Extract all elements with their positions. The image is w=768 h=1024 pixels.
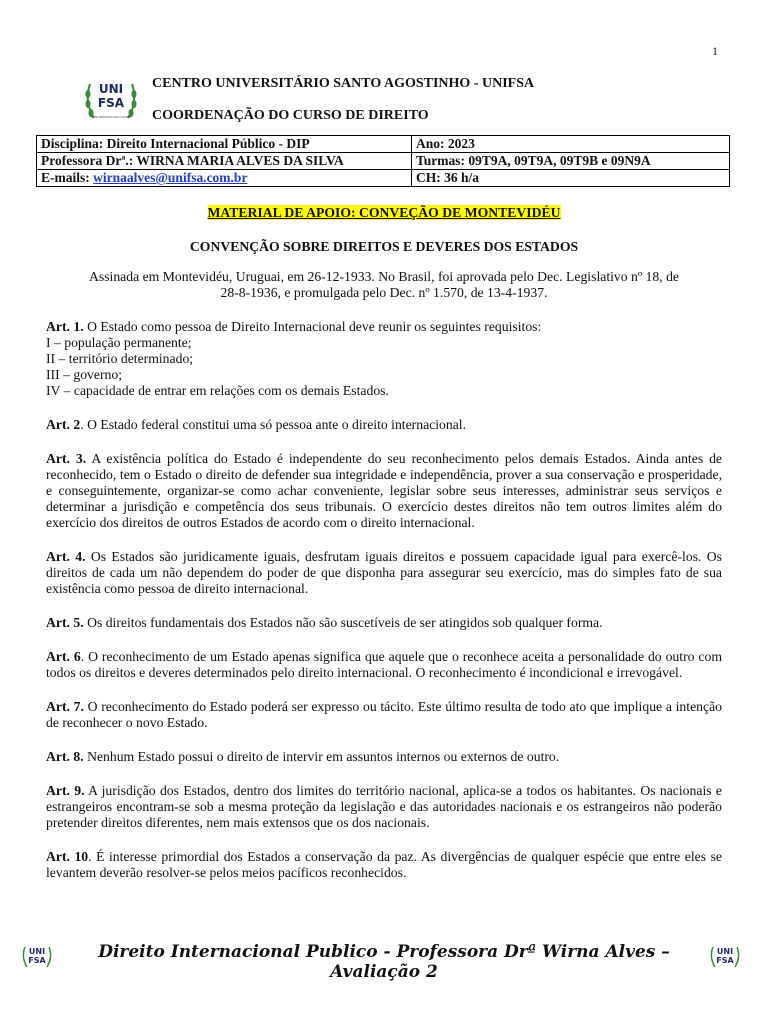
email-link[interactable]: wirnaalves@unifsa.com.br [93,170,248,185]
emails-cell [37,170,412,187]
article-1 [46,319,722,399]
material-title-text: MATERIAL DE APOIO: CONVEÇÃO DE MONTEVIDÉU [207,205,561,220]
signing-note [46,269,722,301]
article-label: Art. 9. [46,783,85,798]
article-text: Os Estados são juridicamente iguais, desfrutam iguais direitos e possuem capacidade igual para exercê-los. Os direitos de cada um não dependem do poder de que disponha para assegurar seu exercício, mas do simples fato de sua existência como pessoa de direito internacional. [46,549,722,596]
coordination-name: COORDENAÇÃO DO CURSO DE DIREITO [152,108,429,123]
article-text: O reconhecimento do Estado poderá ser expresso ou tácito. Este último resulta de todo ato que implique a intenção de reconhecer o novo Estado. [46,699,722,730]
page-footer [20,940,748,982]
article-label: Art. 1. [46,319,84,334]
article-text: O Estado como pessoa de Direito Internacional deve reunir os seguintes requisitos: [83,319,542,334]
article-label: Art. 10 [46,849,89,864]
logo-text-bottom: FSA [97,96,125,110]
professor-label: Professora Drª. [41,153,129,168]
convention-title: CONVENÇÃO SOBRE DIREITOS E DEVERES DOS ESTADOS [189,239,579,254]
discipline-value: : Direito Internacional Público - DIP [98,136,310,151]
article-3 [46,451,722,531]
list-item: III – governo; [46,367,123,382]
article-7 [46,699,722,731]
discipline-cell [37,136,412,153]
year-cell: Ano: 2023 [412,136,730,153]
logo-text-top: UNI [98,82,124,96]
logo-text-top: UNI [716,947,734,956]
article-10 [46,849,722,881]
list-item: IV – capacidade de entrar em relações com os demais Estados. [46,383,389,398]
article-text: . O Estado federal constitui uma só pessoa ante o direito internacional. [80,417,467,432]
unifsa-logo [82,76,159,128]
list-item: II – território determinado; [46,351,194,366]
article-text: . O reconhecimento de um Estado apenas significa que aquele que o reconhece aceita a personalidade do outro com todos os direitos e deveres determinados pelo direito internacional. O reconhecimento é incondicional e irrevogável. [46,649,722,680]
article-2 [46,417,722,433]
article-text: . É interesse primordial dos Estados a conservação da paz. As divergências de qualquer espécie que entre eles se levantem deverão resolver-se pelos meios pacíficos reconhecidos. [46,849,722,880]
unifsa-logo [20,942,54,972]
article-label: Art. 2 [46,417,81,432]
document-header [82,72,728,130]
logo-caption: CENTRO UNIVERSITÁRIO SANTO AGOSTINHO [91,115,159,119]
unifsa-logo [708,942,742,972]
signing-note-line: Assinada em Montevidéu, Uruguai, em 26-12-1933. No Brasil, foi aprovada pelo Dec. Legislativo nº 18, de [88,269,679,284]
article-4 [46,549,722,597]
article-label: Art. 3. [46,451,87,466]
article-label: Art. 7. [46,699,84,714]
material-title [46,205,722,221]
logo-text-bottom: FSA [716,956,734,965]
article-label: Art. 6 [46,649,81,664]
logo-text-bottom: FSA [28,956,46,965]
article-6 [46,649,722,681]
article-label: Art. 8. [46,749,84,764]
course-info-table [36,135,730,187]
article-9 [46,783,722,831]
footer-text: Direito Internacional Publico - Professora Drª Wirna Alves – Avaliação 2 [98,942,670,982]
article-text: A jurisdição dos Estados, dentro dos limites do território nacional, aplica-se a todos os habitantes. Os nacionais e estrangeiros encontram-se sob a mesma proteção da legislação e das autoridades nacionais e os estrangeiros não poderão pretender direitos diferentes, nem mais extensos que os dos nacionais. [46,783,722,830]
list-item: I – população permanente; [46,335,192,350]
table-row [37,170,730,187]
article-label: Art. 5. [46,615,84,630]
professor-value: : WIRNA MARIA ALVES DA SILVA [128,153,344,168]
article-8 [46,749,722,765]
institution-name: CENTRO UNIVERSITÁRIO SANTO AGOSTINHO - UNIFSA [152,76,535,91]
classes-cell: Turmas: 09T9A, 09T9A, 09T9B e 09N9A [412,153,730,170]
document-body [46,205,722,881]
article-text: Os direitos fundamentais dos Estados não são suscetíveis de ser atingidos sob qualquer forma. [83,615,603,630]
article-text: Nenhum Estado possui o direito de intervir em assuntos internos ou externos de outro. [83,749,560,764]
professor-cell [37,153,412,170]
table-row [37,153,730,170]
article-5 [46,615,722,631]
emails-label: E-mails: [41,170,90,185]
page-number: 1 [712,44,718,58]
discipline-label: Disciplina [41,136,99,151]
logo-text-top: UNI [28,947,46,956]
signing-note-line: 28-8-1936, e promulgada pelo Dec. nº 1.570, de 13-4-1937. [220,285,548,300]
table-row [37,136,730,153]
article-text: A existência política do Estado é independente do seu reconhecimento pelos demais Estados. Ainda antes de reconhecido, tem o Estado o direito de defender sua integridade e independência, prover a sua conservação e prosperidade, e conseguintemente, organizar-se como achar conveniente, legislar sobre seus interesses, administrar seus serviços e determinar a jurisdição e competência dos seus tribunais. O exercício destes direitos não tem outros limites além do exercício dos direitos de outros Estados de acordo com o direito internacional. [46,451,722,530]
article-label: Art. 4. [46,549,86,564]
hours-cell: CH: 36 h/a [412,170,730,187]
